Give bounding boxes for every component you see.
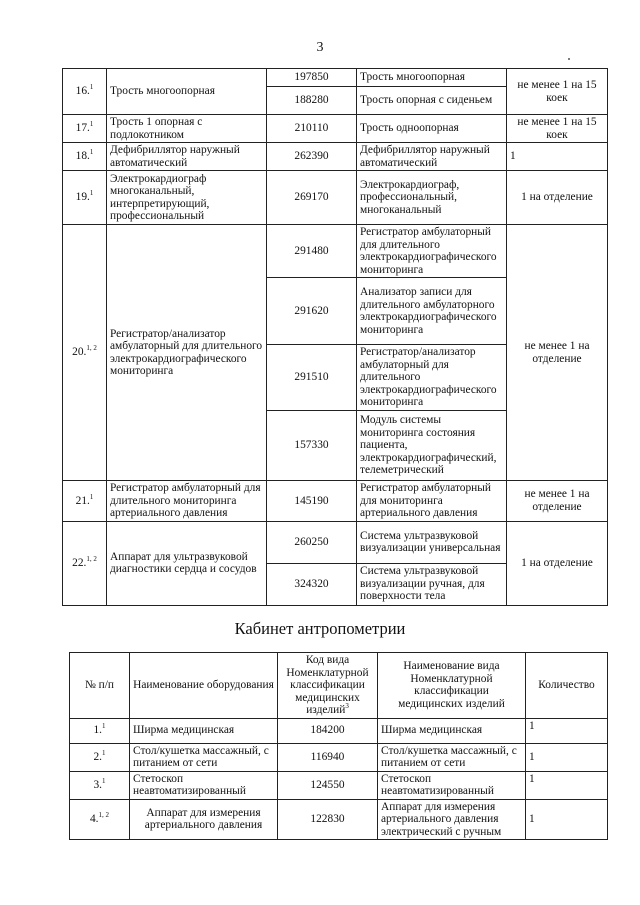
row-number: 22.$^{1, 2}$ [63,521,107,605]
row-number: 1.$^1$ [70,718,130,743]
header-number: № п/п [70,653,130,719]
nomenclature-name: Ширма медицинская [378,718,526,743]
row-number: 4.$^{1, 2}$ [70,799,130,840]
nomenclature-name: Анализатор записи для длительного амбулаторного электрокардиографического мониторинга [357,278,507,345]
quantity: не менее 1 на 15 коек [507,115,608,143]
nomenclature-code: 116940 [278,743,378,771]
page-number: 3 [316,40,324,55]
row-number: 16.$^1$ [63,69,107,115]
table-row [63,69,608,87]
table-row [70,743,608,771]
nomenclature-name: Регистратор амбулаторный для длительного электрокардиографического мониторинга [357,225,507,278]
row-number: 17.$^1$ [63,115,107,143]
nomenclature-name: Модуль системы мониторинга состояния пациента, электрокардиографический, телеметрический [357,411,507,481]
equipment-name: Аппарат для измерения артериального давления [130,799,278,840]
nomenclature-name: Система ультразвуковой визуализации ручная, для поверхности тела [357,563,507,605]
quantity: не менее 1 на отделение [507,481,608,522]
equipment-name: Ширма медицинская [130,718,278,743]
table-header-row [70,653,608,719]
nomenclature-name: Трость одноопорная [357,115,507,143]
equipment-name: Дефибриллятор наружный автоматический [107,143,267,171]
section-title: Кабинет антропометрии [234,619,406,638]
nomenclature-name: Стол/кушетка массажный, с питанием от сети [378,743,526,771]
table-row [63,521,608,563]
quantity: 1 [526,771,608,799]
table-row [63,115,608,143]
quantity: 1 на отделение [507,171,608,225]
header-nomenclature-name: Наименование вида Номенклатурной классификации медицинских изделий [378,653,526,719]
equipment-name: Электрокардиограф многоканальный, интерпретирующий, профессиональный [107,171,267,225]
nomenclature-code: 260250 [267,521,357,563]
table-row [63,225,608,278]
nomenclature-name: Стетоскоп неавтоматизированный [378,771,526,799]
header-equipment-name: Наименование оборудования [130,653,278,719]
quantity: 1 [526,718,608,743]
nomenclature-name: Аппарат для измерения артериального давления электрический с ручным [378,799,526,840]
table-row [70,799,608,840]
anthropometry-equipment-table [69,652,608,840]
header-code: Код вида Номенклатурной классификации медицинских изделий$^3$ [278,653,378,719]
equipment-name: Аппарат для ультразвуковой диагностики сердца и сосудов [107,521,267,605]
quantity: не менее 1 на отделение [507,225,608,481]
nomenclature-code: 188280 [267,87,357,115]
nomenclature-code: 291510 [267,345,357,411]
quantity: не менее 1 на 15 коек [507,69,608,115]
nomenclature-code: 262390 [267,143,357,171]
equipment-name: Трость многоопорная [107,69,267,115]
nomenclature-code: 197850 [267,69,357,87]
nomenclature-code: 145190 [267,481,357,522]
quantity: 1 [526,799,608,840]
nomenclature-code: 122830 [278,799,378,840]
equipment-name: Регистратор/анализатор амбулаторный для длительного электрокардиографического мониторинга [107,225,267,481]
table-row [63,171,608,225]
quantity: 1 на отделение [507,521,608,605]
equipment-name: Стол/кушетка массажный, с питанием от сети [130,743,278,771]
quantity: 1 [526,743,608,771]
header-quantity: Количество [526,653,608,719]
nomenclature-name: Электрокардиограф, профессиональный, многоканальный [357,171,507,225]
row-number: 21.$^1$ [63,481,107,522]
nomenclature-name: Регистратор/анализатор амбулаторный для длительного электрокардиографического мониторинга [357,345,507,411]
table-row [63,143,608,171]
equipment-table-continued [62,68,608,606]
row-number: 20.$^{1, 2}$ [63,225,107,481]
table-row [70,771,608,799]
nomenclature-name: Дефибриллятор наружный автоматический [357,143,507,171]
nomenclature-name: Трость многоопорная [357,69,507,87]
nomenclature-code: 324320 [267,563,357,605]
nomenclature-code: 157330 [267,411,357,481]
nomenclature-code: 210110 [267,115,357,143]
nomenclature-code: 291620 [267,278,357,345]
nomenclature-code: 124550 [278,771,378,799]
equipment-name: Стетоскоп неавтоматизированный [130,771,278,799]
equipment-name: Регистратор амбулаторный для длительного мониторинга артериального давления [107,481,267,522]
nomenclature-code: 269170 [267,171,357,225]
nomenclature-name: Трость опорная с сиденьем [357,87,507,115]
nomenclature-code: 291480 [267,225,357,278]
table-row [70,718,608,743]
nomenclature-name: Система ультразвуковой визуализации универсальная [357,521,507,563]
row-number: 3.$^1$ [70,771,130,799]
nomenclature-name: Регистратор амбулаторный для мониторинга артериального давления [357,481,507,522]
table-row [63,481,608,522]
quantity: 1 [507,143,608,171]
equipment-name: Трость 1 опорная с подлокотником [107,115,267,143]
nomenclature-code: 184200 [278,718,378,743]
row-number: 2.$^1$ [70,743,130,771]
row-number: 18.$^1$ [63,143,107,171]
row-number: 19.$^1$ [63,171,107,225]
scan-speck [568,58,570,60]
